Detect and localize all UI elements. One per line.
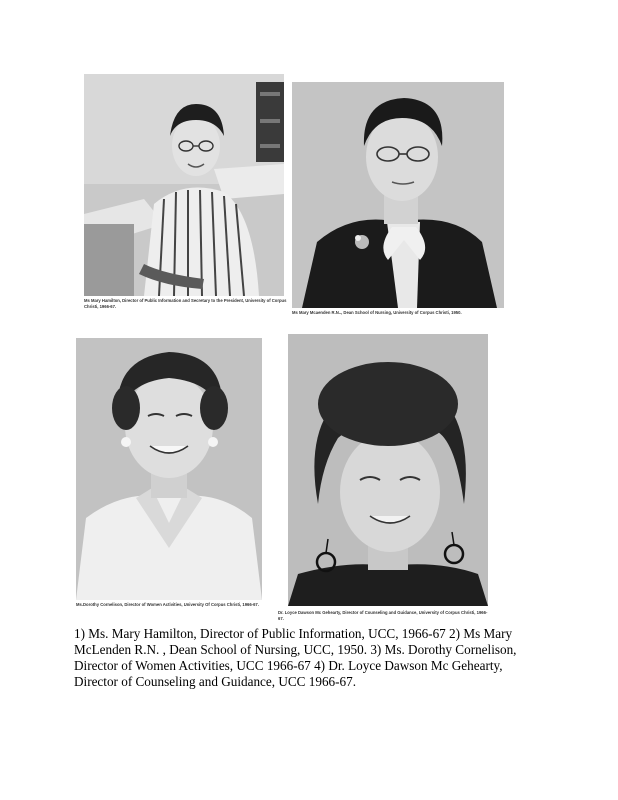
photo-mary-mclenden [292, 82, 504, 308]
photo-description: 1) Ms. Mary Hamilton, Director of Public Information, UCC, 1966-67 2) Ms Mary McLenden R.N. , Dean School of Nursing, UCC, 1950. 3) Ms. Dorothy Cornelison, Director of Women Activities, UCC 1966-67 4) Dr. Loyce Dawson Mc Gehearty, Director of Counseling and Guidance, UCC 1966-67. [74, 626, 517, 689]
photo-caption: Ms Mary Hamilton, Director of Public Information and Secretary to the President, University of Corpus Christi, 1966-67. [84, 298, 287, 309]
photo-mary-hamilton [84, 74, 284, 296]
photo-caption: Ms.Dorothy Cornelison, Director of Women Activities, University Of Corpus Christi, 1966-67. [76, 602, 259, 607]
photo-caption: Dr. Loyce Dawson Mc Gehearty, Director of Counseling and Guidance, University of Corpus Christi, 1966-67. [278, 610, 488, 621]
photo-caption: Ms Mary Mcaenden R.N.., Dean School of Nursing, University of Corpus Christi, 1950. [292, 310, 462, 315]
photo-loyce-mcgehearty [288, 334, 488, 606]
photo-dorothy-cornelison [76, 338, 262, 600]
